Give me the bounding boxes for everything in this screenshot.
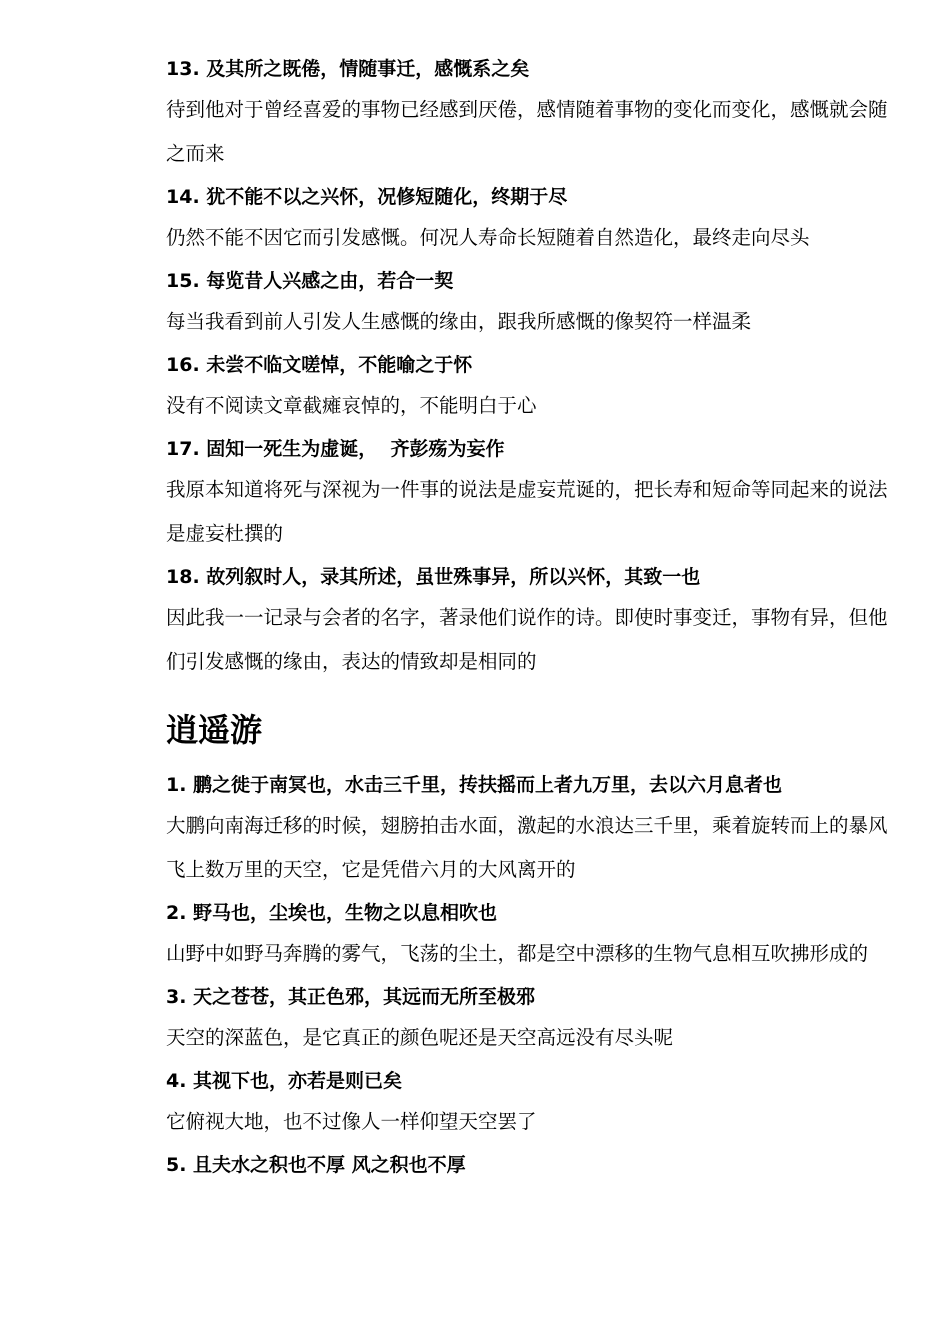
question-16: 16. 未尝不临文嗟悼，不能喻之于怀 [166, 354, 473, 376]
question-17: 17. 固知一死生为虚诞， 齐彭殇为妄作 [166, 438, 505, 460]
answer-16: 没有不阅读文章截瘫哀悼的，不能明白于心 [166, 394, 537, 417]
question-13: 13. 及其所之既倦，情随事迁，感慨系之矣 [166, 58, 530, 80]
document-content [166, 48, 906, 1184]
answer-1: 大鹏向南海迁移的时候，翅膀拍击水面，激起的水浪达三千里，乘着旋转而上的暴风飞上数万里的天空，它是凭借六月的大风离开的 [166, 814, 888, 881]
answer-13: 待到他对于曾经喜爱的事物已经感到厌倦，感情随着事物的变化而变化，感慨就会随之而来 [166, 98, 888, 165]
question-1: 1. 鹏之徙于南冥也，水击三千里，抟扶摇而上者九万里，去以六月息者也 [166, 774, 783, 796]
question-5: 5. 且夫水之积也不厚 风之积也不厚 [166, 1154, 466, 1176]
question-3: 3. 天之苍苍，其正色邪，其远而无所至极邪 [166, 986, 536, 1008]
question-2: 2. 野马也，尘埃也，生物之以息相吹也 [166, 902, 498, 924]
answer-4: 它俯视大地，也不过像人一样仰望天空罢了 [166, 1110, 537, 1133]
question-4: 4. 其视下也，亦若是则已矣 [166, 1070, 403, 1092]
answer-18: 因此我一一记录与会者的名字，著录他们说作的诗。即使时事变迁，事物有异，但他们引发感慨的缘由，表达的情致却是相同的 [166, 606, 888, 673]
answer-14: 仍然不能不因它而引发感慨。何况人寿命长短随着自然造化，最终走向尽头 [166, 226, 810, 249]
section-xiaoyaoyou [166, 710, 906, 1178]
section-lanting [166, 56, 906, 684]
section-title: 逍遥游 [166, 711, 263, 749]
question-18: 18. 故列叙时人，录其所述，虽世殊事异，所以兴怀，其致一也 [166, 566, 701, 588]
question-15: 15. 每览昔人兴感之由，若合一契 [166, 270, 454, 292]
question-14: 14. 犹不能不以之兴怀，况修短随化，终期于尽 [166, 186, 568, 208]
answer-2: 山野中如野马奔腾的雾气，飞荡的尘土，都是空中漂移的生物气息相互吹拂形成的 [166, 942, 869, 965]
answer-15: 每当我看到前人引发人生感慨的缘由，跟我所感慨的像契符一样温柔 [166, 310, 752, 333]
answer-3: 天空的深蓝色，是它真正的颜色呢还是天空高远没有尽头呢 [166, 1026, 674, 1049]
answer-17: 我原本知道将死与深视为一件事的说法是虚妄荒诞的，把长寿和短命等同起来的说法是虚妄杜撰的 [166, 478, 888, 545]
